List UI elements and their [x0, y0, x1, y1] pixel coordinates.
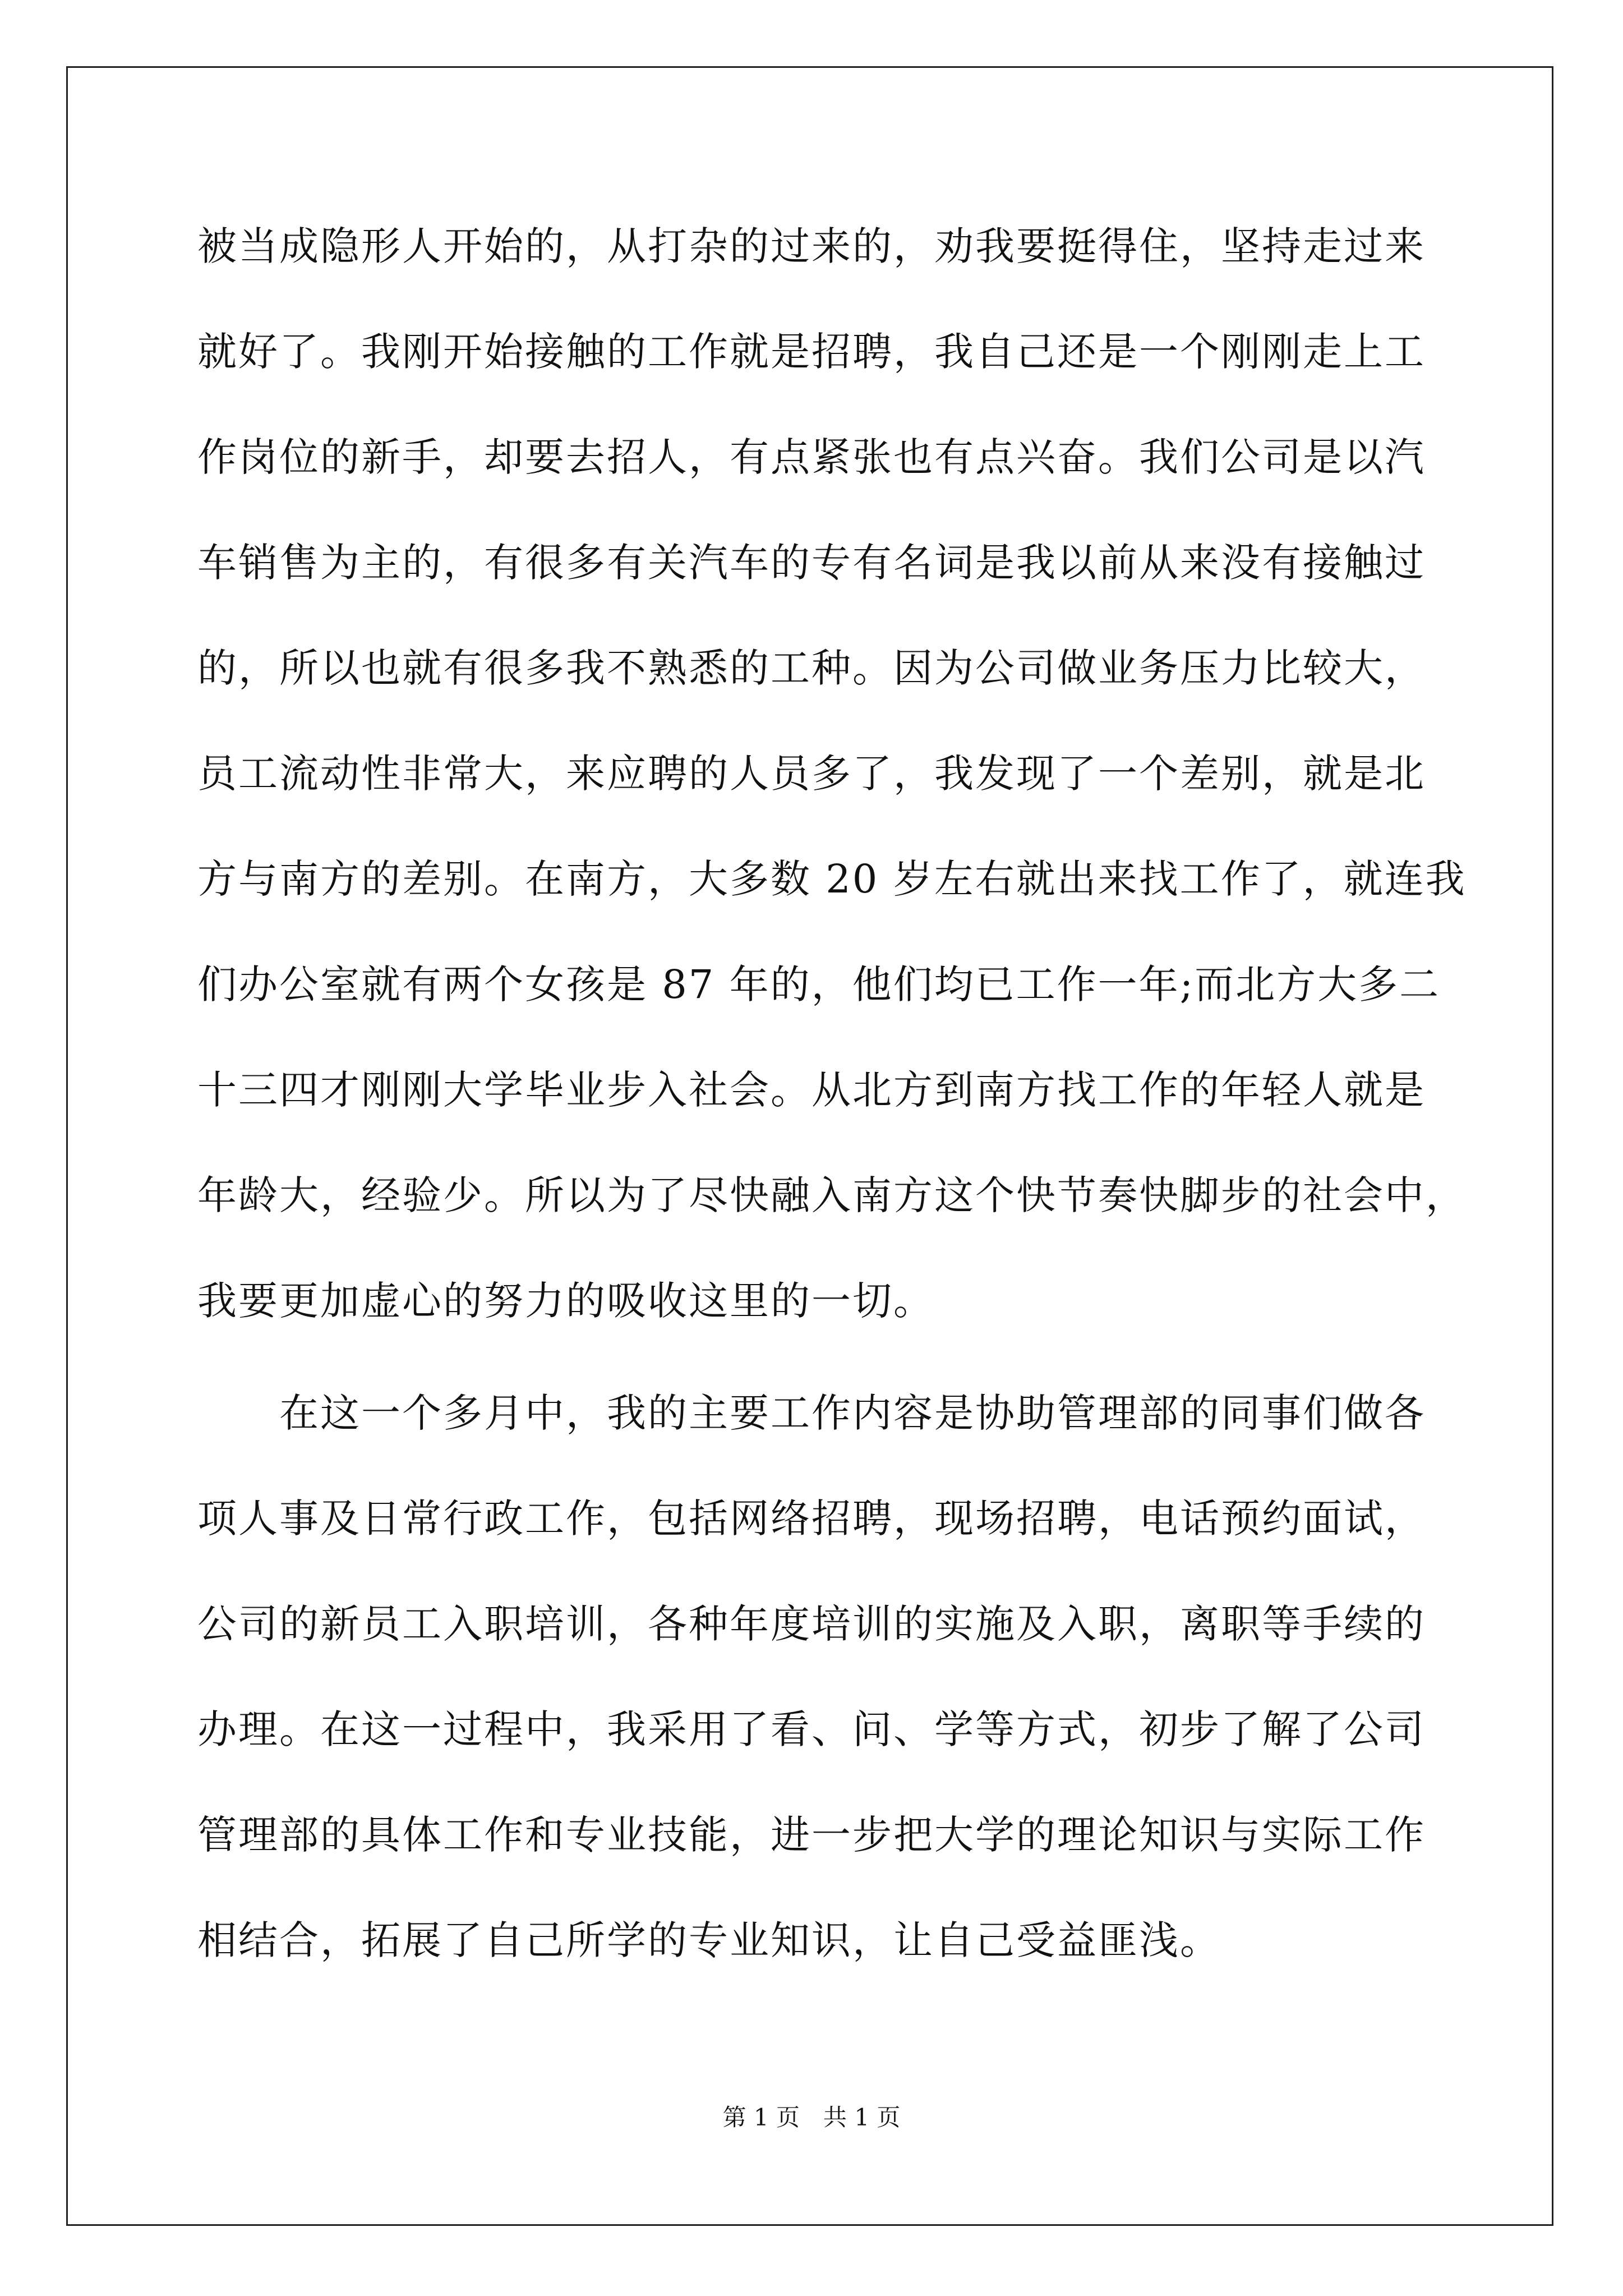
page-number: 第 1 页 共 1 页: [722, 2104, 901, 2131]
text-line: 相结合，拓展了自己所学的专业知识，让自己受益匪浅。: [197, 1917, 1221, 1963]
text-line: 员工流动性非常大，来应聘的人员多了，我发现了一个差别，就是北: [197, 751, 1426, 797]
text-line: 车销售为主的，有很多有关汽车的专有名词是我以前从来没有接触过: [197, 540, 1426, 586]
text-line: 的，所以也就有很多我不熟悉的工种。因为公司做业务压力比较大，: [197, 645, 1426, 691]
text-line: 我要更加虚心的努力的吸收这里的一切。: [197, 1278, 934, 1324]
text-line: 被当成隐形人开始的，从打杂的过来的，劝我要挺得住，坚持走过来: [197, 223, 1426, 269]
text-line: 十三四才刚刚大学毕业步入社会。从北方到南方找工作的年轻人就是: [197, 1067, 1426, 1113]
text-line: 管理部的具体工作和专业技能，进一步把大学的理论知识与实际工作: [197, 1812, 1426, 1858]
text-line: 年龄大，经验少。所以为了尽快融入南方这个快节奏快脚步的社会中，: [197, 1172, 1467, 1218]
text-line: 在这一个多月中，我的主要工作内容是协助管理部的同事们做各: [197, 1390, 1426, 1436]
text-line: 办理。在这一过程中，我采用了看、问、学等方式，初步了解了公司: [197, 1706, 1426, 1752]
text-line: 公司的新员工入职培训，各种年度培训的实施及入职，离职等手续的: [197, 1601, 1426, 1647]
text-line: 项人事及日常行政工作，包括网络招聘，现场招聘，电话预约面试，: [197, 1496, 1426, 1542]
document-body: [197, 194, 1467, 1993]
text-line: 就好了。我刚开始接触的工作就是招聘，我自己还是一个刚刚走上工: [197, 329, 1426, 375]
text-line: 作岗位的新手，却要去招人，有点紧张也有点兴奋。我们公司是以汽: [197, 434, 1426, 480]
text-line: 们办公室就有两个女孩是 87 年的，他们均已工作一年;而北方大多二: [197, 961, 1441, 1007]
text-line: 方与南方的差别。在南方，大多数 20 岁左右就出来找工作了，就连我: [197, 856, 1467, 902]
